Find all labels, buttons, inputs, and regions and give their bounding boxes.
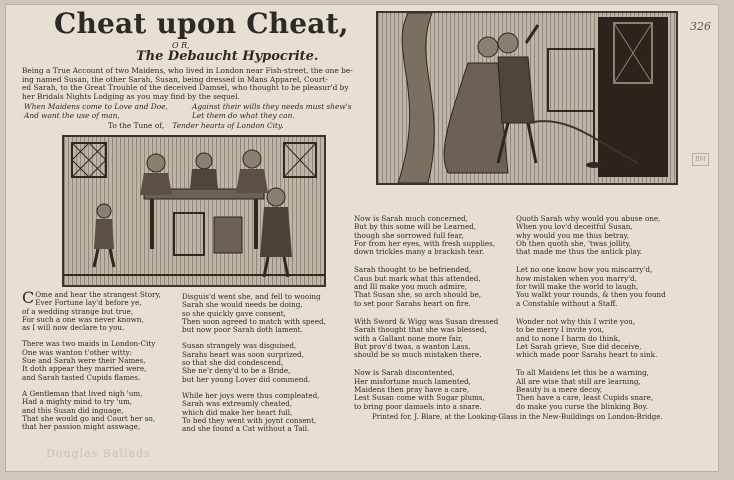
- verse-line: as I will now declare to you.: [22, 323, 125, 333]
- stanza: [354, 318, 498, 359]
- verse-line: Susan strangely was disguised,: [182, 341, 297, 351]
- verse-line: Sarahs heart was soon surprized,: [182, 349, 304, 359]
- verse-line: All are wise that still are learning,: [516, 376, 641, 386]
- library-stamp: BM: [692, 153, 709, 166]
- verse-line: do make you curse the blinking Boy.: [516, 401, 648, 411]
- verse-line: To bed they went with joynt consent,: [182, 415, 317, 425]
- verse-line: But prov'd twas, a wanton Lass,: [354, 341, 471, 351]
- argument-line: Being a True Account of two Maidens, who lived in London near Fish-street, the one be-: [22, 66, 353, 75]
- motto-right: [192, 103, 352, 120]
- verse-line: Sue and Sarah were their Names,: [22, 356, 146, 366]
- ballad-column-1: [22, 288, 161, 432]
- verse-line: Ome and hear the strangest Story,: [35, 290, 161, 299]
- verse-line: with a Gallant none more fair,: [354, 333, 463, 343]
- drop-cap: C: [22, 288, 35, 307]
- verse-line: While her joys were thus compleated,: [182, 390, 320, 400]
- broadside-sheet: [6, 5, 718, 471]
- stanza: [182, 342, 326, 383]
- tune-label: To the Tune of,: [108, 121, 165, 130]
- printer-imprint: Printed for, J. Blare, at the Looking-Glass in the New-Buildings on London-Bridge.: [372, 413, 663, 421]
- stanza: [516, 369, 666, 410]
- verse-line: Lest Susan come with Sugar plums,: [354, 393, 485, 403]
- couple-illustration: [378, 13, 676, 183]
- verse-line: but her young Lover did commend.: [182, 374, 311, 384]
- stanza: [516, 318, 666, 359]
- verse-line: Quoth Sarah why would you abuse one,: [516, 214, 661, 223]
- verse-line: though she sorrowed full fear,: [354, 230, 464, 240]
- tune-line: [108, 122, 284, 131]
- stanza: [22, 390, 155, 431]
- verse-line: how mistaken when you marry'd,: [516, 273, 638, 283]
- verse-line: and she found a Cat without a Tail.: [182, 424, 310, 434]
- verse-line: Disguis'd went she, and fell to wooing: [182, 292, 321, 301]
- verse-line: and to none I harm do think,: [516, 333, 621, 343]
- woodcut-couple-scene: [376, 11, 678, 185]
- verse-line: Sarah thought that she was blessed,: [354, 325, 487, 335]
- tavern-illustration: [64, 137, 324, 285]
- verse-line: You walkt your rounds, & then you found: [516, 290, 666, 300]
- verse-line: so she quickly gave consent,: [182, 308, 286, 318]
- verse-line: Sarah was extreamly cheated,: [182, 399, 293, 409]
- stanza: [22, 288, 161, 333]
- tune-name: Tender hearts of London City.: [172, 121, 284, 130]
- verse-line: for twill make the world to laugh,: [516, 282, 639, 292]
- verse-line: to bring poor damsels into a snare.: [354, 401, 482, 411]
- verse-line: so that she did condescend,: [182, 358, 284, 368]
- ballad-title: Cheat upon Cheat,: [54, 7, 349, 40]
- verse-line: A Gentleman that lived nigh 'um,: [22, 388, 143, 398]
- motto-line: And want the use of man,: [24, 110, 120, 120]
- motto-left: [24, 103, 168, 120]
- argument-line: ed Sarah, to the Great Trouble of the deceived Damsel, who thought to be pleasur'd by: [22, 83, 349, 93]
- motto-line: Against their wills they needs must shew's: [192, 102, 352, 111]
- verse-line: Beauty is a mere decoy,: [516, 385, 603, 395]
- verse-line: and this Susan did inguage,: [22, 405, 124, 415]
- verse-line: that her passion might asswage,: [22, 422, 141, 432]
- verse-line: Sarah thought to be befriended,: [354, 265, 472, 275]
- watermark-text: Douglas Ballads: [46, 447, 151, 460]
- verse-line: which made poor Sarahs heart to sink.: [516, 350, 658, 360]
- ballad-subtitle: The Debaucht Hypocrite.: [136, 49, 319, 64]
- verse-line: Maidens then pray have a care,: [354, 385, 470, 395]
- verse-line: But by this some will be Learned,: [354, 222, 477, 232]
- verse-line: Then have a care, least Cupids snare,: [516, 393, 654, 403]
- verse-line: There was two maids in London-City: [22, 339, 156, 349]
- verse-line: a Constable without a Staff.: [516, 298, 618, 308]
- verse-line: that made me thus the antick play.: [516, 247, 643, 257]
- motto-line: When Maidens come to Love and Doe,: [24, 102, 168, 111]
- verse-line: With Sword & Wigg was Susan dressed: [354, 316, 499, 326]
- verse-line: That Susan she, so arch should be,: [354, 290, 482, 300]
- verse-line: Now is Sarah discontented,: [354, 368, 455, 378]
- verse-line: and Ill make you much admire,: [354, 282, 468, 292]
- verse-line: Had a mighty mind to try 'um,: [22, 397, 133, 407]
- verse-line: down trickles many a brackish tear.: [354, 247, 485, 257]
- title-or: O R,: [172, 41, 190, 50]
- verse-line: That she would go and Court her so,: [22, 413, 156, 423]
- verse-line: Ever Fortune lay'd before ye,: [35, 298, 142, 308]
- verse-line: to be merry I invite you,: [516, 325, 605, 335]
- verse-line: Then soon agreed to match with speed,: [182, 316, 326, 326]
- verse-line: She ne'r deny'd to be a Bride,: [182, 366, 291, 376]
- argument-line: ing named Susan, the other Sarah, Susan, being dressed in Mans Apparel, Court-: [22, 74, 328, 84]
- verse-line: To all Maidens let this be a warning,: [516, 368, 649, 378]
- stanza: [354, 266, 498, 307]
- verse-line: Sarah she would needs be doing,: [182, 300, 303, 310]
- ballad-column-2: [182, 293, 326, 433]
- verse-line: When you lov'd deceitful Susan,: [516, 222, 633, 232]
- verse-line: which did make her heart full,: [182, 407, 293, 417]
- stanza: [354, 215, 498, 256]
- verse-line: why would you me thus betray,: [516, 230, 630, 240]
- argument: [22, 67, 353, 101]
- verse-line: Wonder not why this I write you,: [516, 316, 636, 326]
- motto-line: Let them do what they can.: [192, 110, 295, 120]
- stanza: [516, 215, 666, 256]
- verse-line: It doth appear they married were,: [22, 364, 147, 374]
- argument-line: her Bridals Nights Lodging as you may find by the sequel.: [22, 91, 240, 101]
- woodcut-tavern-scene: [62, 135, 326, 287]
- stanza: [182, 392, 326, 433]
- verse-line: Now is Sarah much concerned,: [354, 214, 469, 223]
- verse-line: Let no one know how you miscarry'd,: [516, 265, 653, 275]
- verse-line: Let Sarah grieve, Sue did deceive,: [516, 341, 642, 351]
- verse-line: For such a one was never known,: [22, 314, 144, 324]
- verse-line: of a wedding strange but true,: [22, 306, 134, 316]
- verse-line: Caus but mark what this attended,: [354, 273, 481, 283]
- verse-line: Oh then quoth she, 'twas jollity,: [516, 238, 631, 248]
- shelfmark: 326: [690, 20, 711, 33]
- stanza: [516, 266, 666, 307]
- stanza: [182, 293, 326, 334]
- verse-line: to set poor Sarahs heart on fire.: [354, 298, 471, 308]
- ballad-column-3: [354, 215, 498, 411]
- stanza: [354, 369, 498, 410]
- verse-line: For from her eyes, with fresh supplies,: [354, 238, 496, 248]
- verse-line: but now poor Sarah doth lament.: [182, 325, 303, 335]
- verse-line: One was wanton t'other witty:: [22, 347, 133, 357]
- verse-line: should be so much mistaken there.: [354, 350, 482, 360]
- verse-line: and Sarah tasted Cupids flames.: [22, 372, 141, 382]
- ballad-column-4: [516, 215, 666, 411]
- stanza: [22, 340, 155, 381]
- verse-line: Her misfortune much lamented,: [354, 376, 471, 386]
